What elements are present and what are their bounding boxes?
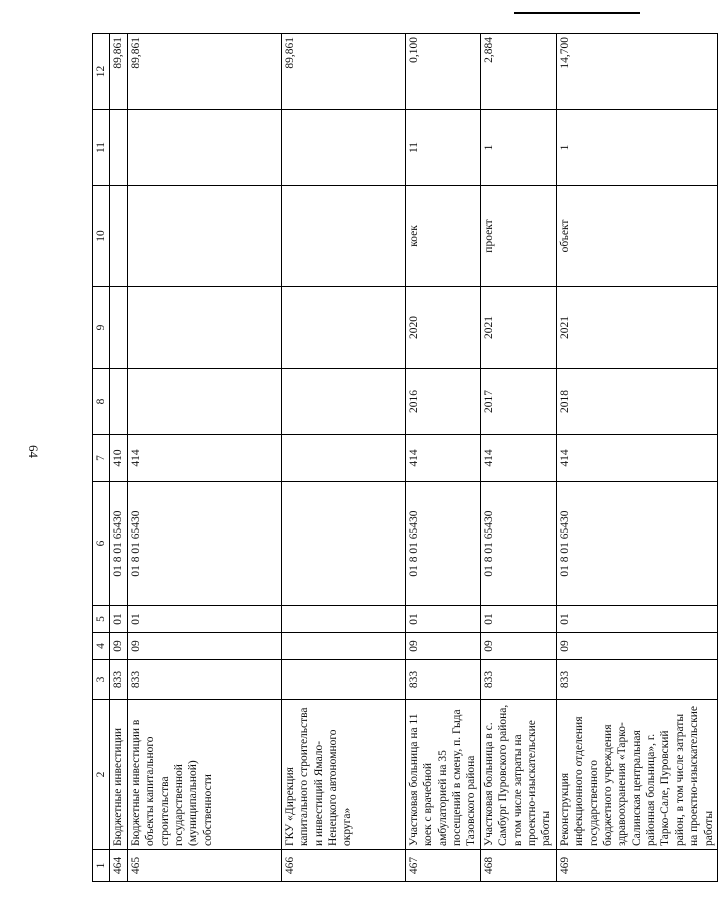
table-row [127, 34, 281, 882]
cell-c6: 01 8 01 65430 [556, 482, 717, 606]
cell-c10 [127, 186, 281, 287]
row-name: Участковая больница на 11 коек с врачебной амбулаторией на 35 посещений в смену, п. Гыда Тазовского района [405, 700, 480, 850]
cell-c4: 09 [405, 633, 480, 660]
cell-c11: 1 [480, 110, 556, 186]
table-row [405, 34, 480, 882]
cell-c4 [281, 633, 405, 660]
cell-c8: 2018 [556, 369, 717, 435]
cell-c9: 2020 [405, 287, 480, 369]
cell-c7 [281, 435, 405, 482]
row-name: Участковая больница в с. Самбург Пуровского района, в том числе затраты на проектно-изыскательские работы [480, 700, 556, 850]
col-header: 10 [93, 186, 110, 287]
cell-c11 [281, 110, 405, 186]
row-name: Бюджетные инвестиции в объекты капитального строительства государственной (муниципальной) собственности [127, 700, 281, 850]
cell-c10: коек [405, 186, 480, 287]
row-id: 466 [281, 850, 405, 882]
cell-c12: 89,861 [281, 34, 405, 110]
table-row [110, 34, 127, 882]
cell-c4: 09 [127, 633, 281, 660]
row-name: Бюджетные инвестиции [110, 700, 127, 850]
cell-c4: 09 [480, 633, 556, 660]
col-header: 7 [93, 435, 110, 482]
cell-c5 [281, 606, 405, 633]
cell-c3: 833 [110, 660, 127, 700]
cell-c8 [281, 369, 405, 435]
cell-c5: 01 [556, 606, 717, 633]
col-header: 1 [93, 850, 110, 882]
cell-c3: 833 [480, 660, 556, 700]
cell-c12: 14,700 [556, 34, 717, 110]
row-id: 465 [127, 850, 281, 882]
cell-c8: 2017 [480, 369, 556, 435]
table-row [480, 34, 556, 882]
row-name: Реконструкция инфекционного отделения государственного бюджетного учреждения здравоохранения «Тарко-Салинская центральная районная больница», г. Тарко-Сале, Пуровский район, в том числе затраты на проектно-изыскательские работы [556, 700, 717, 850]
cell-c6 [281, 482, 405, 606]
cell-c6: 01 8 01 65430 [110, 482, 127, 606]
row-id: 467 [405, 850, 480, 882]
cell-c9 [281, 287, 405, 369]
top-rule [514, 12, 640, 14]
cell-c6: 01 8 01 65430 [405, 482, 480, 606]
cell-c10: объект [556, 186, 717, 287]
cell-c5: 01 [110, 606, 127, 633]
col-header: 3 [93, 660, 110, 700]
cell-c9 [110, 287, 127, 369]
col-header: 6 [93, 482, 110, 606]
cell-c12: 2,884 [480, 34, 556, 110]
cell-c10 [281, 186, 405, 287]
cell-c3: 833 [405, 660, 480, 700]
cell-c3 [281, 660, 405, 700]
table-row [281, 34, 405, 882]
row-name: ГКУ «Дирекция капитального строительства и инвестиций Ямало-Ненецкого автономного округа» [281, 700, 405, 850]
cell-c10: проект [480, 186, 556, 287]
col-header: 9 [93, 287, 110, 369]
cell-c11 [127, 110, 281, 186]
cell-c12: 89,861 [127, 34, 281, 110]
cell-c6: 01 8 01 65430 [480, 482, 556, 606]
cell-c10 [110, 186, 127, 287]
col-header: 2 [93, 700, 110, 850]
cell-c7: 414 [556, 435, 717, 482]
cell-c8 [110, 369, 127, 435]
cell-c11 [110, 110, 127, 186]
cell-c4: 09 [556, 633, 717, 660]
cell-c4: 09 [110, 633, 127, 660]
cell-c11: 1 [556, 110, 717, 186]
cell-c3: 833 [556, 660, 717, 700]
table-row [556, 34, 717, 882]
page-number: 64 [26, 445, 41, 458]
cell-c5: 01 [405, 606, 480, 633]
col-header: 8 [93, 369, 110, 435]
row-id: 468 [480, 850, 556, 882]
cell-c3: 833 [127, 660, 281, 700]
cell-c12: 89,861 [110, 34, 127, 110]
cell-c6: 01 8 01 65430 [127, 482, 281, 606]
cell-c8 [127, 369, 281, 435]
row-id: 469 [556, 850, 717, 882]
row-id: 464 [110, 850, 127, 882]
cell-c11: 11 [405, 110, 480, 186]
cell-c12: 0,100 [405, 34, 480, 110]
cell-c9: 2021 [556, 287, 717, 369]
cell-c7: 414 [127, 435, 281, 482]
col-header: 12 [93, 34, 110, 110]
col-header: 5 [93, 606, 110, 633]
cell-c7: 414 [480, 435, 556, 482]
cell-c9: 2021 [480, 287, 556, 369]
cell-c9 [127, 287, 281, 369]
cell-c5: 01 [480, 606, 556, 633]
cell-c7: 414 [405, 435, 480, 482]
header-row [93, 34, 110, 882]
col-header: 11 [93, 110, 110, 186]
budget-table [92, 33, 718, 882]
cell-c7: 410 [110, 435, 127, 482]
cell-c8: 2016 [405, 369, 480, 435]
col-header: 4 [93, 633, 110, 660]
cell-c5: 01 [127, 606, 281, 633]
